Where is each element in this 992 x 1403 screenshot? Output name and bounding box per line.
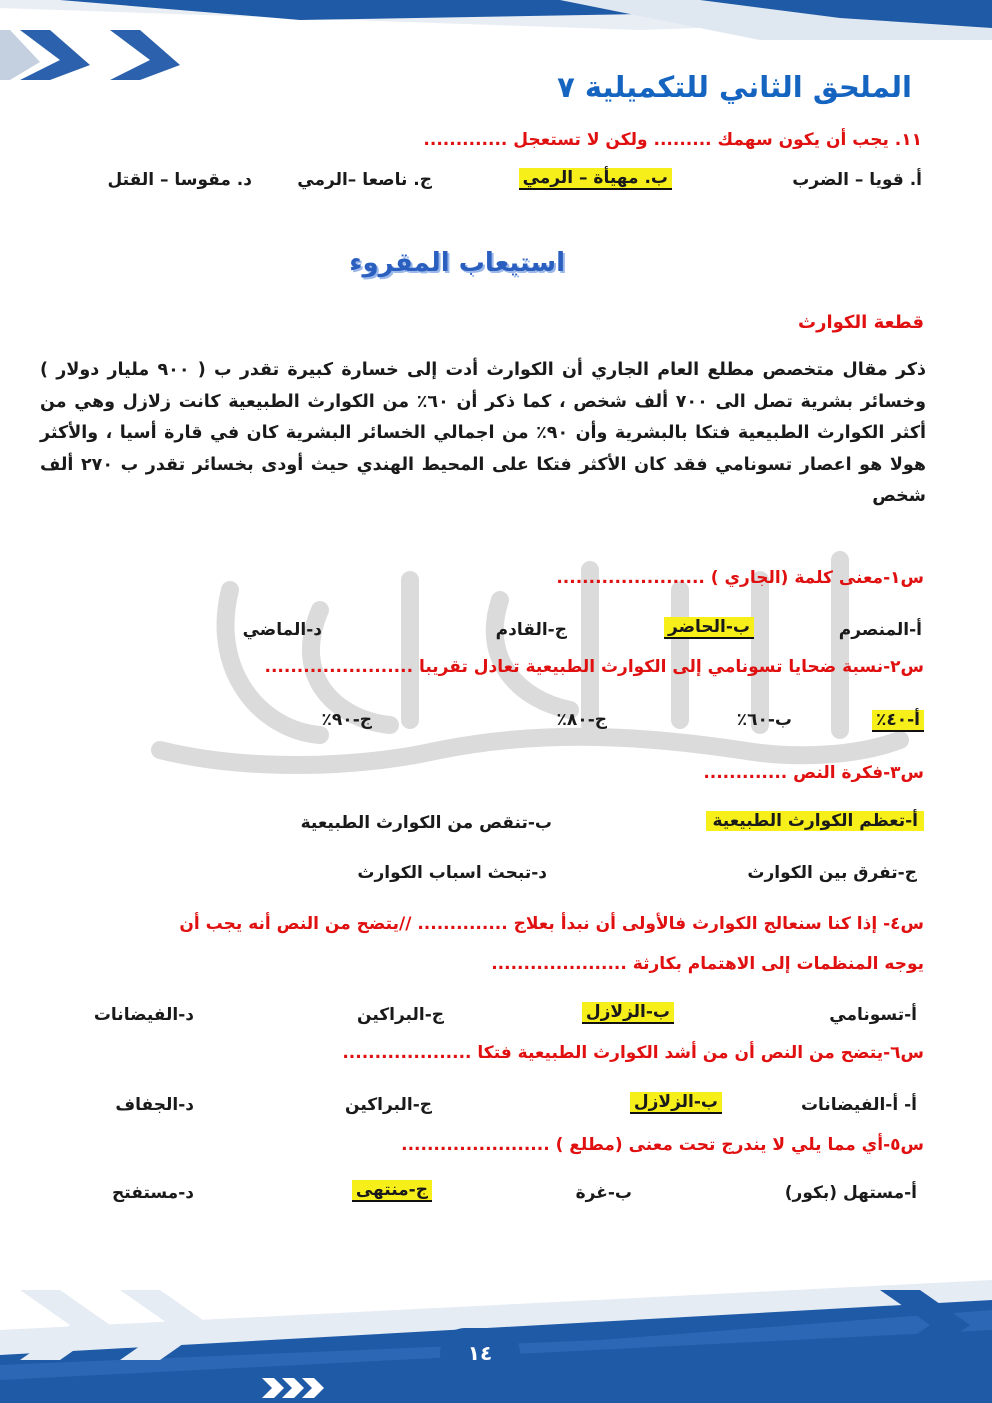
q11-stem: ١١. يجب أن يكون سهمك ......... ولكن لا تستعجل ............. <box>423 130 922 150</box>
s5-option-b: ب-غرة <box>575 1183 632 1203</box>
q11-option-d: د. مقوسا – القتل <box>107 170 252 190</box>
passage-title: قطعة الكوارث <box>798 312 924 333</box>
s5-option-c-text: ج-منتهى <box>352 1180 432 1202</box>
s5-stem: س٥-أي مما يلي لا يندرج تحت معنى (مطلع ) ....................... <box>401 1135 924 1155</box>
passage-text: ذكر مقال متخصص مطلع العام الجاري أن الكوارث أدت إلى خسارة كبيرة تقدر ب ( ٩٠٠ مليار دولار ) وخسائر بشرية تصل الى ٧٠٠ ألف شخص ، كما ذكر أن ٦٠٪ من الكوارث الطبيعية كانت زلازل وهي من أكثر الكوارث الطبيعية فتكا بالبشرية وأن ٩٠٪ من اجمالي الخسائر البشرية كان في قارة أسيا ، والأكثر هولا هو اعصار تسونامي فقد كان الأكثر فتكا على المحيط الهندي حيث أودى بخسائر تقدر ب ٢٧٠ ألف شخص <box>40 360 926 506</box>
s5-option-c <box>352 1180 432 1200</box>
s2-option-c: ج-٨٠٪ <box>556 710 607 730</box>
s6-option-d: د-الجفاف <box>115 1095 194 1115</box>
s2-option-d: ج-٩٠٪ <box>321 710 372 730</box>
s3-option-b: ب-تنقص من الكوارث الطبيعية <box>300 813 552 833</box>
s4-stem-line1: س٤- إذا كنا سنعالج الكوارث فالأولى أن نبدأ بعلاج .............. //يتضح من النص أنه يجب أن <box>179 914 924 934</box>
page-number: ١٤ <box>440 1328 520 1378</box>
s3-option-a <box>706 811 924 831</box>
q11-option-b-text: ب. مهيأة – الرمي <box>519 168 672 190</box>
s3-option-d: د-تبحث اسباب الكوارث <box>357 863 547 883</box>
s6-option-b <box>630 1092 722 1112</box>
s4-option-c: ج-البراكين <box>357 1005 444 1025</box>
s4-option-a: أ-تسونامي <box>829 1005 917 1025</box>
q11-option-c: ج. ناصعا –الرمي <box>297 170 432 190</box>
s3-option-c: ج-تفرق بين الكوارث <box>747 863 917 883</box>
s1-option-a: أ-المنصرم <box>838 620 922 640</box>
s1-option-b-text: ب-الحاضر <box>664 617 754 639</box>
s4-option-b <box>582 1002 674 1022</box>
s5-option-a: أ-مستهل (بكور) <box>784 1183 917 1203</box>
s1-option-b <box>664 617 754 637</box>
s4-stem-line2: يوجه المنظمات إلى الاهتمام بكارثة ..................... <box>491 954 924 974</box>
s1-stem: س١-معنى كلمة (الجاري ) ....................... <box>556 568 924 588</box>
section-heading: استيعاب المقروء <box>349 248 565 278</box>
s6-option-a: أ- أ-الفيضانات <box>800 1095 917 1115</box>
top-banner <box>0 0 992 80</box>
s2-stem: س٢-نسبة ضحايا تسونامي إلى الكوارث الطبيعية تعادل تقريبا ....................... <box>264 657 924 677</box>
calligraphy-watermark <box>120 520 920 780</box>
q11-option-b <box>519 168 672 188</box>
s4-option-d: د-الفيضانات <box>93 1005 194 1025</box>
s6-option-c: ج-البراكين <box>345 1095 432 1115</box>
s6-option-b-text: ب-الزلازل <box>630 1092 722 1114</box>
s5-option-d: د-مستفتح <box>112 1183 194 1203</box>
s1-option-c: ج-القادم <box>495 620 567 640</box>
page-title: الملحق الثاني للتكميلية ٧ <box>557 70 912 104</box>
s4-option-b-text: ب-الزلازل <box>582 1002 674 1024</box>
q11-option-a: أ. قويا – الضرب <box>792 170 922 190</box>
s2-option-b: ب-٦٠٪ <box>736 710 792 730</box>
s6-stem: س٦-يتضح من النص أن من أشد الكوارث الطبيعية فتكا .................... <box>342 1043 924 1063</box>
s2-option-a-text: أ-٤٠٪ <box>872 710 924 732</box>
s2-option-a <box>872 710 924 730</box>
s3-stem: س٣-فكرة النص ............. <box>703 763 924 783</box>
s1-option-d: د-الماضي <box>242 620 322 640</box>
s3-option-a-text: أ-تعظم الكوارث الطبيعية <box>706 811 924 831</box>
